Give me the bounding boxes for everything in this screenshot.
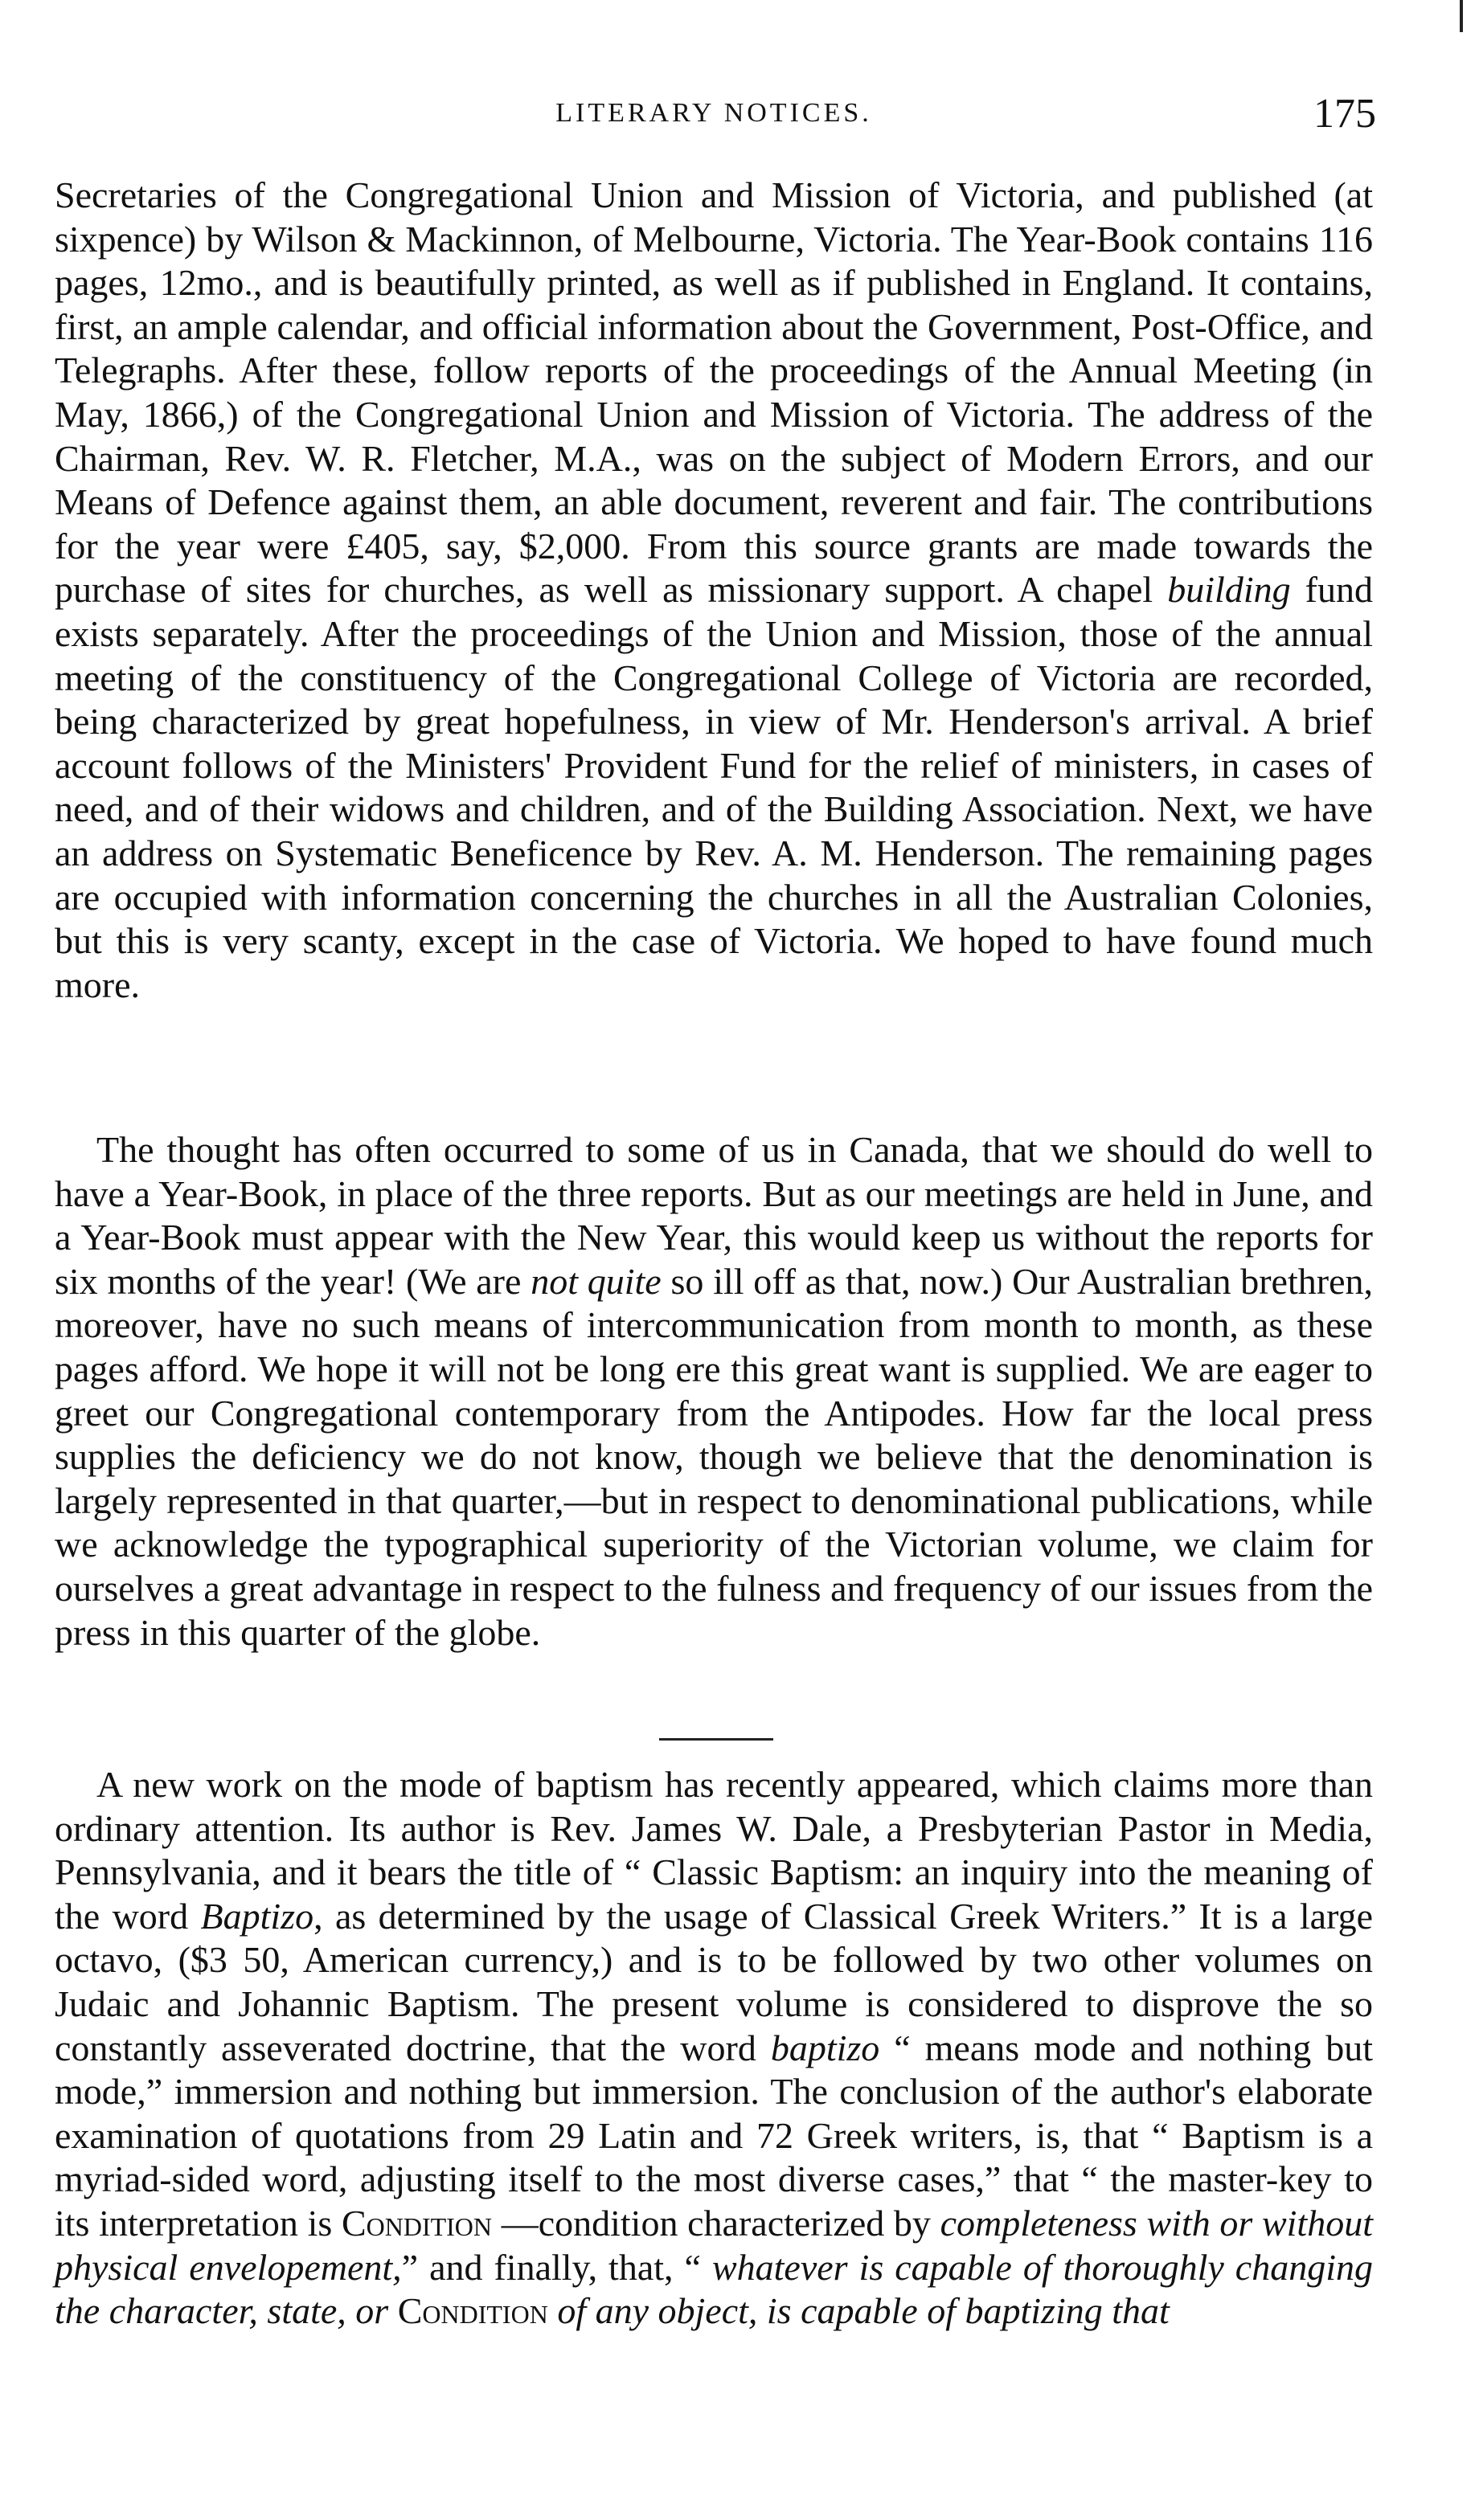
paragraph-canada-year-book <box>55 1128 1373 1655</box>
paragraph-text: Secretaries of the Congregational Union and Mission of Victoria, and published (at sixpence) by Wilson & Mackinnon, of Melbourne, Victoria. The Year-Book contains 116 pages, 12mo., and is beautifully printed, as well as if published in England. It contains, first, an ample calendar, and official information about the Government, Post-Office, and Telegraphs. After these, follow reports of the proceedings of the Annual Meeting (in May, 1866,) of the Congregational Union and Mission of Victoria. The address of the Chairman, Rev. W. R. Fletcher, M.A., was on the subject of Modern Errors, and our Means of Defence against them, an able document, reverent and fair. The contributions for the year were £405, say, $2,000. From this source grants are made towards the purchase of sites for churches, as well as missionary support. A chapel <box>55 174 1373 611</box>
running-head <box>55 90 1376 138</box>
running-title: LITERARY NOTICES. <box>555 98 872 128</box>
italic-text: Baptizo <box>200 1895 314 1937</box>
section-divider <box>659 1738 773 1741</box>
italic-text: completeness with or without physical envelopement, <box>55 2202 1373 2288</box>
paragraph-text: fund exists separately. After the proceedings of the Union and Mission, those of the annual meeting of the constituency of the Congregational College of Victoria are recorded, being characterized by great hopefulness, in view of Mr. Henderson's arrival. A brief account follows of the Ministers' Provident Fund for the relief of ministers, in cases of need, and of their widows and children, and of the Building Association. Next, we have an address on Systematic Beneficence by Rev. A. M. Henderson. The remaining pages are occupied with information concerning the churches in all the Australian Colonies, but this is very scanty, except in the case of Victoria. We hoped to have found much more. <box>55 569 1373 1005</box>
paragraph-year-book-review <box>55 174 1373 1007</box>
italic-text: not quite <box>531 1260 662 1302</box>
paragraph-baptism-review <box>55 1763 1373 2334</box>
margin-rule <box>1460 0 1463 32</box>
page-number: 175 <box>1313 91 1376 137</box>
paragraph-text: “ means mode and nothing but mode,” immersion and nothing but immersion. The conclusion of the author's elaborate examination of quotations from 29 Latin and 72 Greek writers, is, that “ Baptism is a myriad-sided word, adjusting itself to the most diverse cases,” that “ the master-key to its interpretation is <box>55 2027 1373 2244</box>
italic-text: of any object, is capable of baptizing that <box>547 2290 1170 2332</box>
paragraph-text: so ill off as that, now.) Our Australian brethren, moreover, have no such means of intercommunication from month to month, as these pages afford. We hope it will not be long ere this great want is supplied. We are eager to greet our Congregational contemporary from the Antipodes. How far the local press supplies the deficiency we do not know, though we believe that the denomination is largely represented in that quarter,—but in respect to denominational publications, while we acknowledge the typographical superiority of the Victorian volume, we claim for ourselves a great advantage in respect to the fulness and frequency of our issues from the press in this quarter of the globe. <box>55 1260 1373 1653</box>
small-caps-text: Condition <box>341 2202 493 2244</box>
italic-text: baptizo <box>770 2027 880 2068</box>
small-caps-text: Condition <box>397 2290 548 2332</box>
paragraph-text: The thought has often occurred to some of us in Canada, that we should do well to have a Year-Book, in place of the three reports. But as our meetings are held in June, and a Year-Book must appear with the New Year, this would keep us without the reports for six months of the year! (We are <box>55 1129 1373 1302</box>
italic-text: building <box>1167 569 1291 611</box>
paragraph-text: , as determined by the usage of Classical Greek Writers.” It is a large octavo, ($3 50, American currency,) and is to be followed by two other volumes on Judaic and Johannic Baptism. The present volume is considered to disprove the so constantly asseverated doctrine, that the word <box>55 1895 1373 2068</box>
paragraph-text: ” and finally, that, “ <box>401 2246 712 2288</box>
paragraph-text: —condition characterized by <box>492 2202 940 2244</box>
paragraph-text: A new work on the mode of baptism has recently appeared, which claims more than ordinary attention. Its author is Rev. James W. Dale, a Presbyterian Pastor in Media, Pennsylvania, and it bears the title of “ Classic Baptism: an inquiry into the meaning of the word <box>55 1764 1373 1937</box>
italic-text: whatever is capable of thoroughly changing the character, state, or <box>55 2246 1373 2332</box>
